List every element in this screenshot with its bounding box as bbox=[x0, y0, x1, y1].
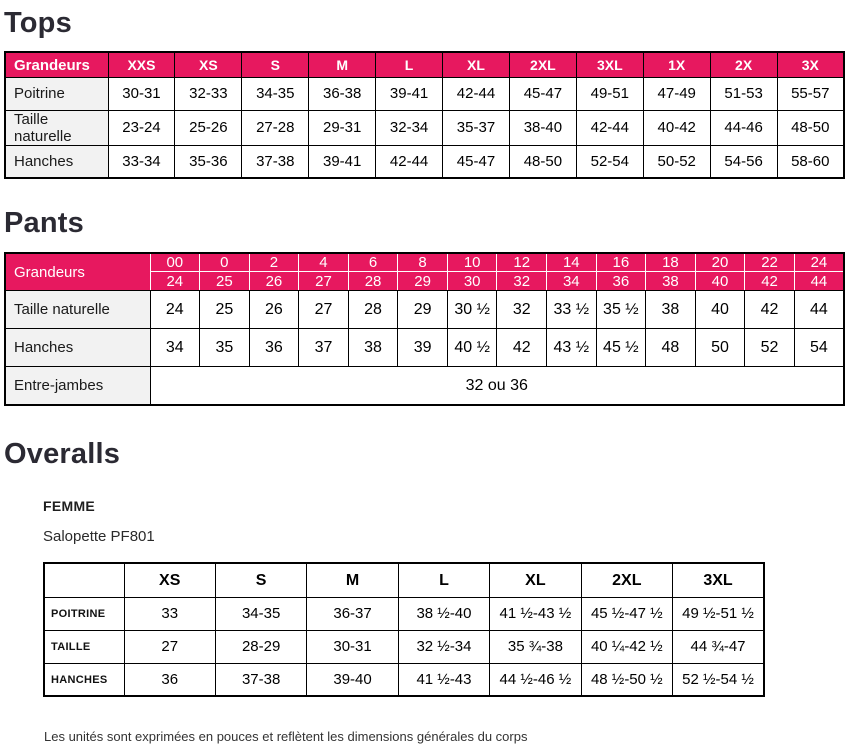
tops-size-header: 1X bbox=[643, 52, 710, 77]
overalls-product-name: Salopette PF801 bbox=[43, 528, 155, 546]
size-value-cell: 40-42 bbox=[643, 110, 710, 145]
tops-size-header: 3X bbox=[777, 52, 844, 77]
size-value-cell: 52 ½-54 ½ bbox=[673, 663, 764, 696]
pants-size-header: 20 bbox=[695, 253, 745, 272]
tops-size-header: XXS bbox=[108, 52, 175, 77]
size-value-cell: 58-60 bbox=[777, 145, 844, 178]
size-value-cell: 30-31 bbox=[108, 77, 175, 110]
pants-size-header-alt: 40 bbox=[695, 272, 745, 291]
tops-size-table bbox=[4, 51, 845, 179]
pants-row-inseam bbox=[5, 367, 844, 405]
pants-header-row-sizes bbox=[5, 253, 844, 272]
size-value-cell: 44 bbox=[794, 291, 844, 329]
pants-size-header: 18 bbox=[646, 253, 696, 272]
size-value-cell: 35-36 bbox=[175, 145, 242, 178]
pants-size-header: 4 bbox=[299, 253, 349, 272]
pants-size-header: 0 bbox=[200, 253, 250, 272]
size-value-cell: 40 ½ bbox=[447, 329, 497, 367]
pants-size-header: 8 bbox=[398, 253, 448, 272]
overalls-size-header: S bbox=[215, 563, 306, 597]
pants-row-label: Hanches bbox=[5, 329, 150, 367]
size-value-cell: 39-41 bbox=[309, 145, 376, 178]
overalls-row-label: HANCHES bbox=[44, 663, 124, 696]
size-value-cell: 45 ½ bbox=[596, 329, 646, 367]
pants-header-label: Grandeurs bbox=[5, 253, 150, 291]
size-value-cell: 25-26 bbox=[175, 110, 242, 145]
size-value-cell: 33-34 bbox=[108, 145, 175, 178]
tops-row-hanches bbox=[5, 145, 844, 178]
tops-header-label: Grandeurs bbox=[5, 52, 108, 77]
pants-size-header-alt: 24 bbox=[150, 272, 200, 291]
pants-size-header-alt: 26 bbox=[249, 272, 299, 291]
pants-inseam-label: Entre-jambes bbox=[5, 367, 150, 405]
size-value-cell: 36 bbox=[249, 329, 299, 367]
size-value-cell: 39 bbox=[398, 329, 448, 367]
size-value-cell: 36-37 bbox=[307, 597, 398, 630]
pants-size-header: 12 bbox=[497, 253, 547, 272]
size-value-cell: 45-47 bbox=[443, 145, 510, 178]
size-value-cell: 40 ¼-42 ½ bbox=[581, 630, 672, 663]
pants-size-header: 2 bbox=[249, 253, 299, 272]
size-value-cell: 39-41 bbox=[376, 77, 443, 110]
pants-size-header: 00 bbox=[150, 253, 200, 272]
size-value-cell: 32 bbox=[497, 291, 547, 329]
size-value-cell: 44-46 bbox=[710, 110, 777, 145]
size-value-cell: 35 ¾-38 bbox=[490, 630, 581, 663]
pants-size-header: 24 bbox=[794, 253, 844, 272]
size-value-cell: 50 bbox=[695, 329, 745, 367]
overalls-size-header: 2XL bbox=[581, 563, 672, 597]
size-value-cell: 44 ¾-47 bbox=[673, 630, 764, 663]
size-value-cell: 37-38 bbox=[215, 663, 306, 696]
size-value-cell: 27 bbox=[299, 291, 349, 329]
overalls-size-table bbox=[43, 562, 765, 697]
overalls-section-title: Overalls bbox=[4, 437, 121, 470]
size-value-cell: 37 bbox=[299, 329, 349, 367]
size-value-cell: 42 bbox=[497, 329, 547, 367]
size-value-cell: 44 ½-46 ½ bbox=[490, 663, 581, 696]
tops-size-header: 2XL bbox=[509, 52, 576, 77]
tops-row-label: Hanches bbox=[5, 145, 108, 178]
tops-row-poitrine bbox=[5, 77, 844, 110]
overalls-row-label: POITRINE bbox=[44, 597, 124, 630]
pants-size-header-alt: 29 bbox=[398, 272, 448, 291]
tops-size-header: 2X bbox=[710, 52, 777, 77]
size-value-cell: 54 bbox=[794, 329, 844, 367]
size-value-cell: 37-38 bbox=[242, 145, 309, 178]
size-value-cell: 32-33 bbox=[175, 77, 242, 110]
tops-size-header: S bbox=[242, 52, 309, 77]
size-value-cell: 40 bbox=[695, 291, 745, 329]
overalls-header-row bbox=[44, 563, 764, 597]
size-value-cell: 33 bbox=[124, 597, 215, 630]
pants-size-header-alt: 42 bbox=[745, 272, 795, 291]
size-value-cell: 27 bbox=[124, 630, 215, 663]
overalls-row-label: TAILLE bbox=[44, 630, 124, 663]
pants-row-label: Taille naturelle bbox=[5, 291, 150, 329]
tops-row-label: Poitrine bbox=[5, 77, 108, 110]
pants-inseam-value: 32 ou 36 bbox=[150, 367, 844, 405]
pants-size-header: 14 bbox=[547, 253, 597, 272]
size-value-cell: 52-54 bbox=[576, 145, 643, 178]
size-value-cell: 45-47 bbox=[509, 77, 576, 110]
tops-section-title: Tops bbox=[4, 7, 72, 39]
overalls-header-empty bbox=[44, 563, 124, 597]
size-value-cell: 27-28 bbox=[242, 110, 309, 145]
size-value-cell: 26 bbox=[249, 291, 299, 329]
pants-size-header-alt: 34 bbox=[547, 272, 597, 291]
pants-size-header-alt: 25 bbox=[200, 272, 250, 291]
pants-size-header-alt: 28 bbox=[348, 272, 398, 291]
pants-section-title: Pants bbox=[4, 207, 84, 240]
size-value-cell: 51-53 bbox=[710, 77, 777, 110]
size-value-cell: 42-44 bbox=[576, 110, 643, 145]
pants-size-header: 10 bbox=[447, 253, 497, 272]
size-value-cell: 42-44 bbox=[376, 145, 443, 178]
pants-size-table bbox=[4, 252, 845, 406]
size-value-cell: 39-40 bbox=[307, 663, 398, 696]
pants-size-header: 22 bbox=[745, 253, 795, 272]
tops-header-row bbox=[5, 52, 844, 77]
overalls-size-header: M bbox=[307, 563, 398, 597]
size-value-cell: 30-31 bbox=[307, 630, 398, 663]
pants-size-header-alt: 44 bbox=[794, 272, 844, 291]
size-value-cell: 34-35 bbox=[242, 77, 309, 110]
tops-size-header: XL bbox=[443, 52, 510, 77]
size-value-cell: 54-56 bbox=[710, 145, 777, 178]
size-value-cell: 25 bbox=[200, 291, 250, 329]
overalls-size-header: L bbox=[398, 563, 489, 597]
overalls-category-label: FEMME bbox=[43, 498, 96, 515]
size-value-cell: 34 bbox=[150, 329, 200, 367]
size-value-cell: 36 bbox=[124, 663, 215, 696]
size-value-cell: 35 bbox=[200, 329, 250, 367]
size-value-cell: 47-49 bbox=[643, 77, 710, 110]
size-value-cell: 45 ½-47 ½ bbox=[581, 597, 672, 630]
tops-row-taille bbox=[5, 110, 844, 145]
pants-size-header-alt: 27 bbox=[299, 272, 349, 291]
size-value-cell: 23-24 bbox=[108, 110, 175, 145]
tops-size-header: XS bbox=[175, 52, 242, 77]
size-value-cell: 41 ½-43 ½ bbox=[490, 597, 581, 630]
size-value-cell: 48-50 bbox=[509, 145, 576, 178]
pants-row-taille bbox=[5, 291, 844, 329]
tops-size-header: L bbox=[376, 52, 443, 77]
size-value-cell: 36-38 bbox=[309, 77, 376, 110]
size-value-cell: 32-34 bbox=[376, 110, 443, 145]
size-value-cell: 55-57 bbox=[777, 77, 844, 110]
size-value-cell: 33 ½ bbox=[547, 291, 597, 329]
size-value-cell: 28 bbox=[348, 291, 398, 329]
size-value-cell: 50-52 bbox=[643, 145, 710, 178]
tops-size-header: M bbox=[309, 52, 376, 77]
pants-row-hanches bbox=[5, 329, 844, 367]
size-value-cell: 48 bbox=[646, 329, 696, 367]
size-value-cell: 41 ½-43 bbox=[398, 663, 489, 696]
overalls-size-header: XS bbox=[124, 563, 215, 597]
overalls-row-poitrine bbox=[44, 597, 764, 630]
size-value-cell: 29-31 bbox=[309, 110, 376, 145]
pants-size-header-alt: 32 bbox=[497, 272, 547, 291]
size-value-cell: 38 bbox=[646, 291, 696, 329]
size-value-cell: 34-35 bbox=[215, 597, 306, 630]
units-footnote: Les unités sont exprimées en pouces et reflètent les dimensions générales du corps bbox=[44, 729, 528, 745]
size-value-cell: 38 ½-40 bbox=[398, 597, 489, 630]
size-value-cell: 49 ½-51 ½ bbox=[673, 597, 764, 630]
tops-size-header: 3XL bbox=[576, 52, 643, 77]
size-value-cell: 28-29 bbox=[215, 630, 306, 663]
size-value-cell: 48-50 bbox=[777, 110, 844, 145]
size-value-cell: 24 bbox=[150, 291, 200, 329]
size-value-cell: 38 bbox=[348, 329, 398, 367]
size-value-cell: 35-37 bbox=[443, 110, 510, 145]
overalls-size-header: 3XL bbox=[673, 563, 764, 597]
pants-size-header-alt: 36 bbox=[596, 272, 646, 291]
overalls-row-hanches bbox=[44, 663, 764, 696]
tops-row-label: Taille naturelle bbox=[5, 110, 108, 145]
size-value-cell: 49-51 bbox=[576, 77, 643, 110]
size-value-cell: 43 ½ bbox=[547, 329, 597, 367]
pants-size-header-alt: 38 bbox=[646, 272, 696, 291]
size-value-cell: 42 bbox=[745, 291, 795, 329]
size-value-cell: 38-40 bbox=[509, 110, 576, 145]
pants-size-header-alt: 30 bbox=[447, 272, 497, 291]
pants-size-header: 16 bbox=[596, 253, 646, 272]
size-value-cell: 29 bbox=[398, 291, 448, 329]
size-value-cell: 48 ½-50 ½ bbox=[581, 663, 672, 696]
overalls-row-taille bbox=[44, 630, 764, 663]
size-value-cell: 35 ½ bbox=[596, 291, 646, 329]
overalls-size-header: XL bbox=[490, 563, 581, 597]
size-value-cell: 42-44 bbox=[443, 77, 510, 110]
size-value-cell: 32 ½-34 bbox=[398, 630, 489, 663]
pants-size-header: 6 bbox=[348, 253, 398, 272]
overalls-block bbox=[43, 498, 855, 697]
size-value-cell: 30 ½ bbox=[447, 291, 497, 329]
size-value-cell: 52 bbox=[745, 329, 795, 367]
